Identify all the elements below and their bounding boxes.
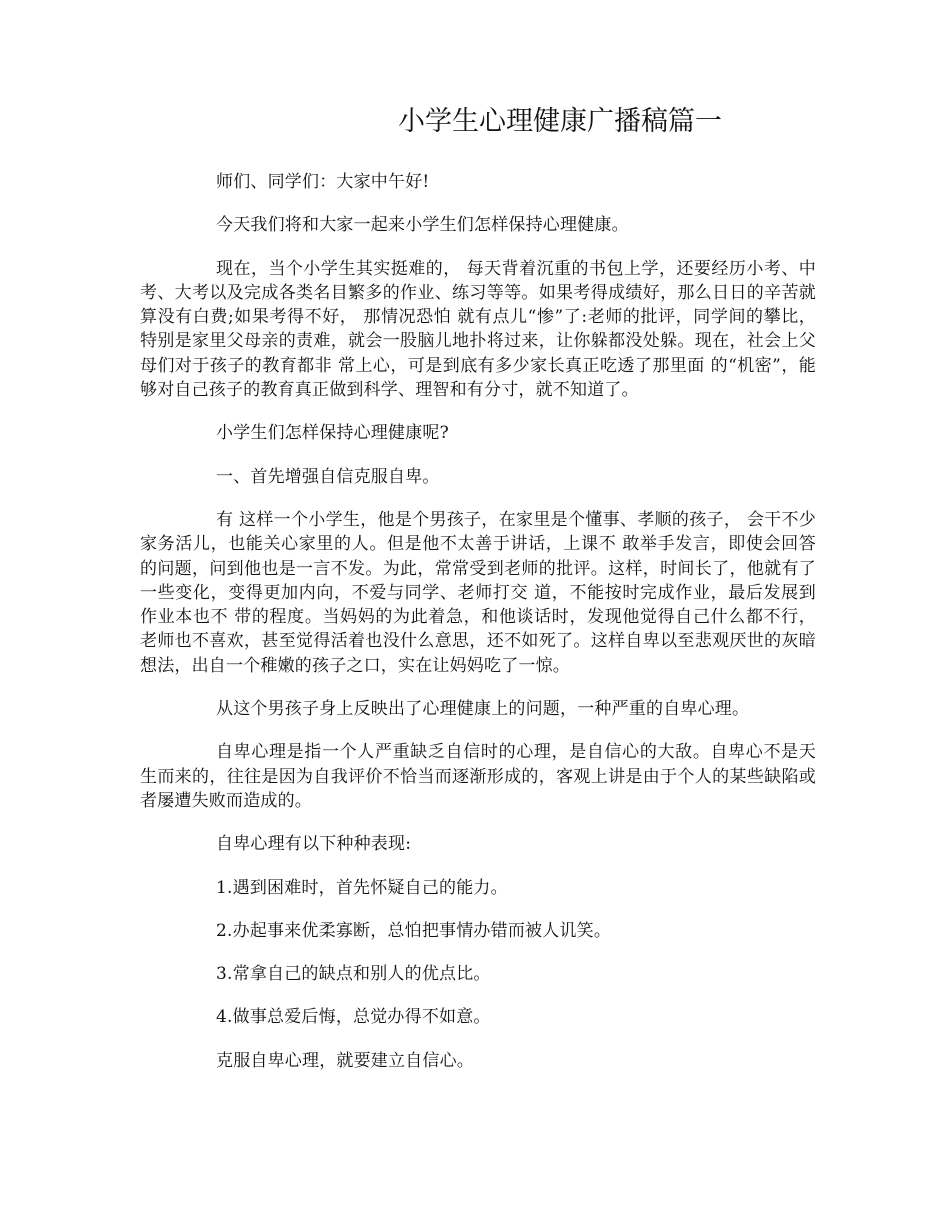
story-paragraph: 有 这样一个小学生，他是个男孩子，在家里是个懂事、孝顺的孩子， 会干不少家务活儿，也能关心家里的人。但是他不太善于讲话，上课不 敢举手发言，即使会回答的问题，问到他也是一言不发。为此，常常受到老师的批评。这样，时间长了，他就有了一些变化，变得更加内向，不爱与同学、老师打交 道，不能按时完成作业，最后发展到作业本也不 带的程度。当妈妈的为此着急，和他谈话时，发现他觉得自己什么都不行，老师也不喜欢，甚至觉得活着也没什么意思，还不如死了。这样自卑以至悲观厌世的灰暗 想法，出自一个稚嫩的孩子之口，实在让妈妈吃了一惊。 <box>140 509 816 676</box>
intro-paragraph: 今天我们将和大家一起来小学生们怎样保持心理健康。 <box>216 215 629 236</box>
document-title: 小学生心理健康广播稿篇一 <box>398 106 722 137</box>
context-paragraph: 现在，当个小学生其实挺难的， 每天背着沉重的书包上学，还要经历小考、中考、大考以及完成各类名目繁多的作业、练习等等。如果考得成绩好，那么日日的辛苦就算没有白费;如果考得不好， 那情况恐怕 就有点儿“惨”了:老师的批评，同学间的攀比，特别是家里父母亲的责难，就会一股脑儿地扑将过来，让你躲都没处躲。现在，社会上父母们对于孩子的教育都非 常上心，可是到底有多少家长真正吃透了那里面 的“机密”，能够对自己孩子的教育真正做到科学、理智和有分寸，就不知道了。 <box>140 258 816 401</box>
reflection-paragraph: 从这个男孩子身上反映出了心理健康上的问题，一种严重的自卑心理。 <box>216 699 750 720</box>
question-paragraph: 小学生们怎样保持心理健康呢? <box>216 423 449 444</box>
document-body <box>140 170 816 1092</box>
closing-paragraph: 克服自卑心理，就要建立自信心。 <box>216 1050 474 1071</box>
definition-paragraph: 自卑心理是指一个人严重缺乏自信时的心理，是自信心的大敌。自卑心不是天生而来的，往往是因为自我评价不恰当而逐渐形成的，客观上讲是由于个人的某些缺陷或者屡遭失败而造成的。 <box>140 742 816 811</box>
greeting-paragraph: 师们、同学们：大家中午好! <box>216 172 430 192</box>
list-item: 4.做事总爱后悔，总觉办得不如意。 <box>216 1007 491 1028</box>
list-item: 3.常拿自己的缺点和别人的优点比。 <box>216 964 491 985</box>
list-item: 2.办起事来优柔寡断，总怕把事情办错而被人讥笑。 <box>216 920 612 941</box>
symptoms-intro: 自卑心理有以下种种表现: <box>216 834 412 855</box>
list-item: 1.遇到困难时，首先怀疑自己的能力。 <box>216 877 508 898</box>
section-heading-1: 一、首先增强自信克服自卑。 <box>216 466 440 487</box>
